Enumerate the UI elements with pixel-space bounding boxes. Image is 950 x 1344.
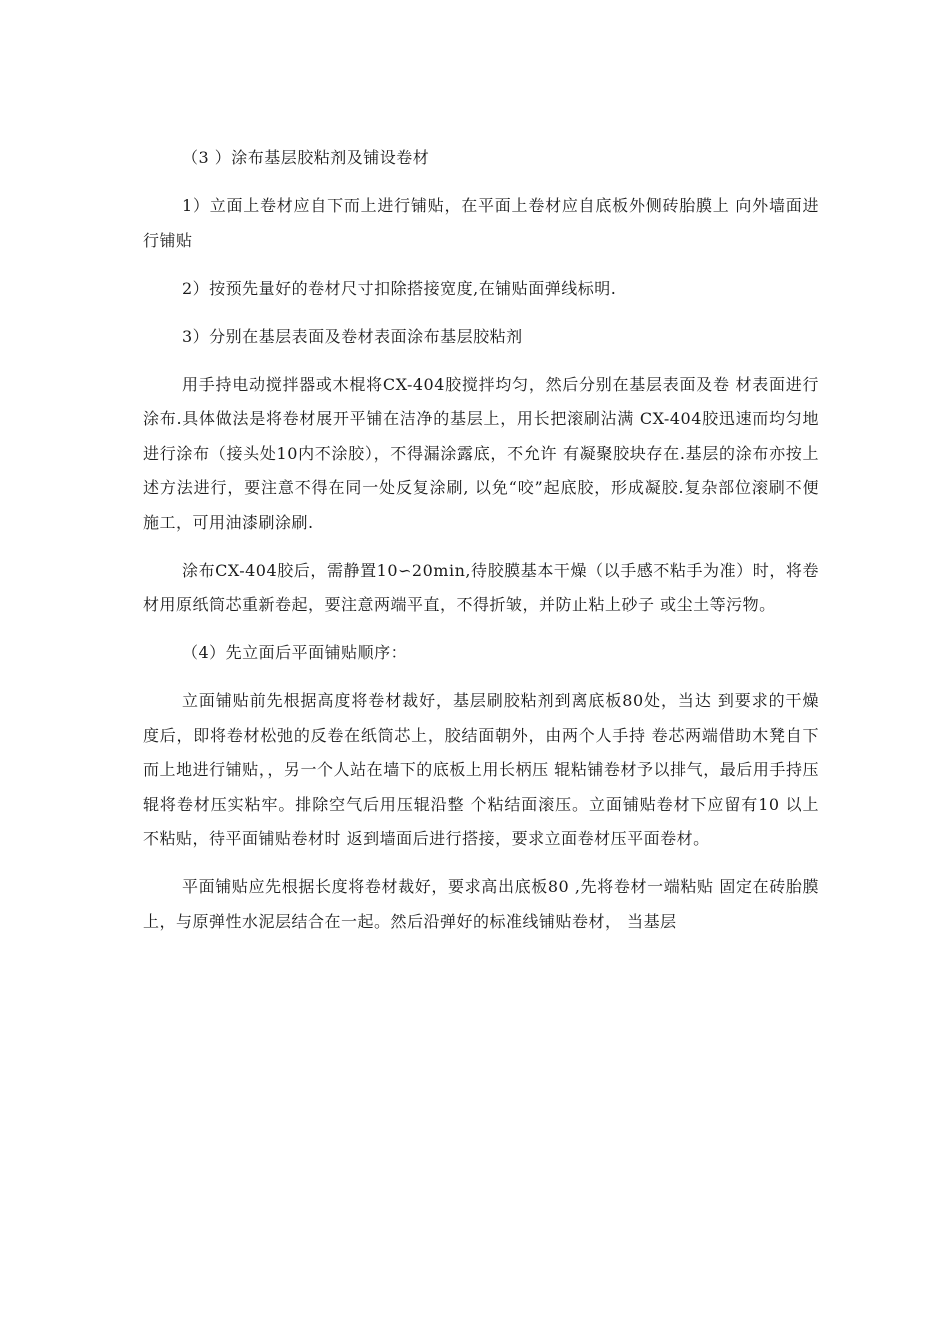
- section-heading-4: （4）先立面后平面铺贴顺序：: [182, 643, 408, 662]
- paragraph-vertical-laying: 立面铺贴前先根据高度将卷材裁好，基层刷胶粘剂到离底板80处，当达 到要求的干燥度后，即将卷材松弛的反卷在纸筒芯上，胶结面朝外，由两个人手持 卷芯两端借助木凳自下而上地进行铺贴，，另一个人站在墙下的底板上用长柄压 辊粘铺卷材予以排气，最后用手持压辊将卷材压实粘牢。排除空气后用压辊沿整 个粘结面滚压。立面铺贴卷材下应留有10 以上不粘贴，待平面铺贴卷材时 返到墙面后进行搭接，要求立面卷材压平面卷材。: [143, 691, 819, 848]
- section-heading-3: （3 ）涂布基层胶粘剂及铺设卷材: [182, 148, 430, 167]
- paragraph-drying: 涂布CX-404胶后，需静置10∽20min,待胶膜基本干燥（以手感不粘手为准）时，将卷材用原纸筒芯重新卷起，要注意两端平直，不得折皱，并防止粘上砂子 或尘土等污物。: [143, 560, 819, 614]
- document-body: [143, 141, 819, 953]
- paragraph-step-3: 3）分别在基层表面及卷材表面涂布基层胶粘剂: [182, 326, 523, 346]
- paragraph-step-1: 1）立面上卷材应自下而上进行铺贴，在平面上卷材应自底板外侧砖胎膜上 向外墙面进行铺贴: [143, 196, 819, 250]
- paragraph-horizontal-laying: 平面铺贴应先根据长度将卷材裁好，要求高出底板80 ,先将卷材一端粘贴 固定在砖胎膜上，与原弹性水泥层结合在一起。然后沿弹好的标准线铺贴卷材， 当基层: [143, 877, 819, 931]
- paragraph-step-2: 2）按预先量好的卷材尺寸扣除搭接宽度,在铺贴面弹线标明.: [182, 278, 617, 298]
- paragraph-coating-method: 用手持电动搅拌器或木棍将CX-404胶搅拌均匀，然后分别在基层表面及卷 材表面进行涂布.具体做法是将卷材展开平铺在洁净的基层上，用长把滚刷沾满 CX-404胶迅速而均匀地进行涂布（接头处10内不涂胶），不得漏涂露底，不允许 有凝聚胶块存在.基层的涂布亦按上述方法进行，要注意不得在同一处反复涂刷, 以免“咬”起底胶，形成凝胶.复杂部位滚刷不便施工，可用油漆刷涂刷.: [143, 374, 819, 532]
